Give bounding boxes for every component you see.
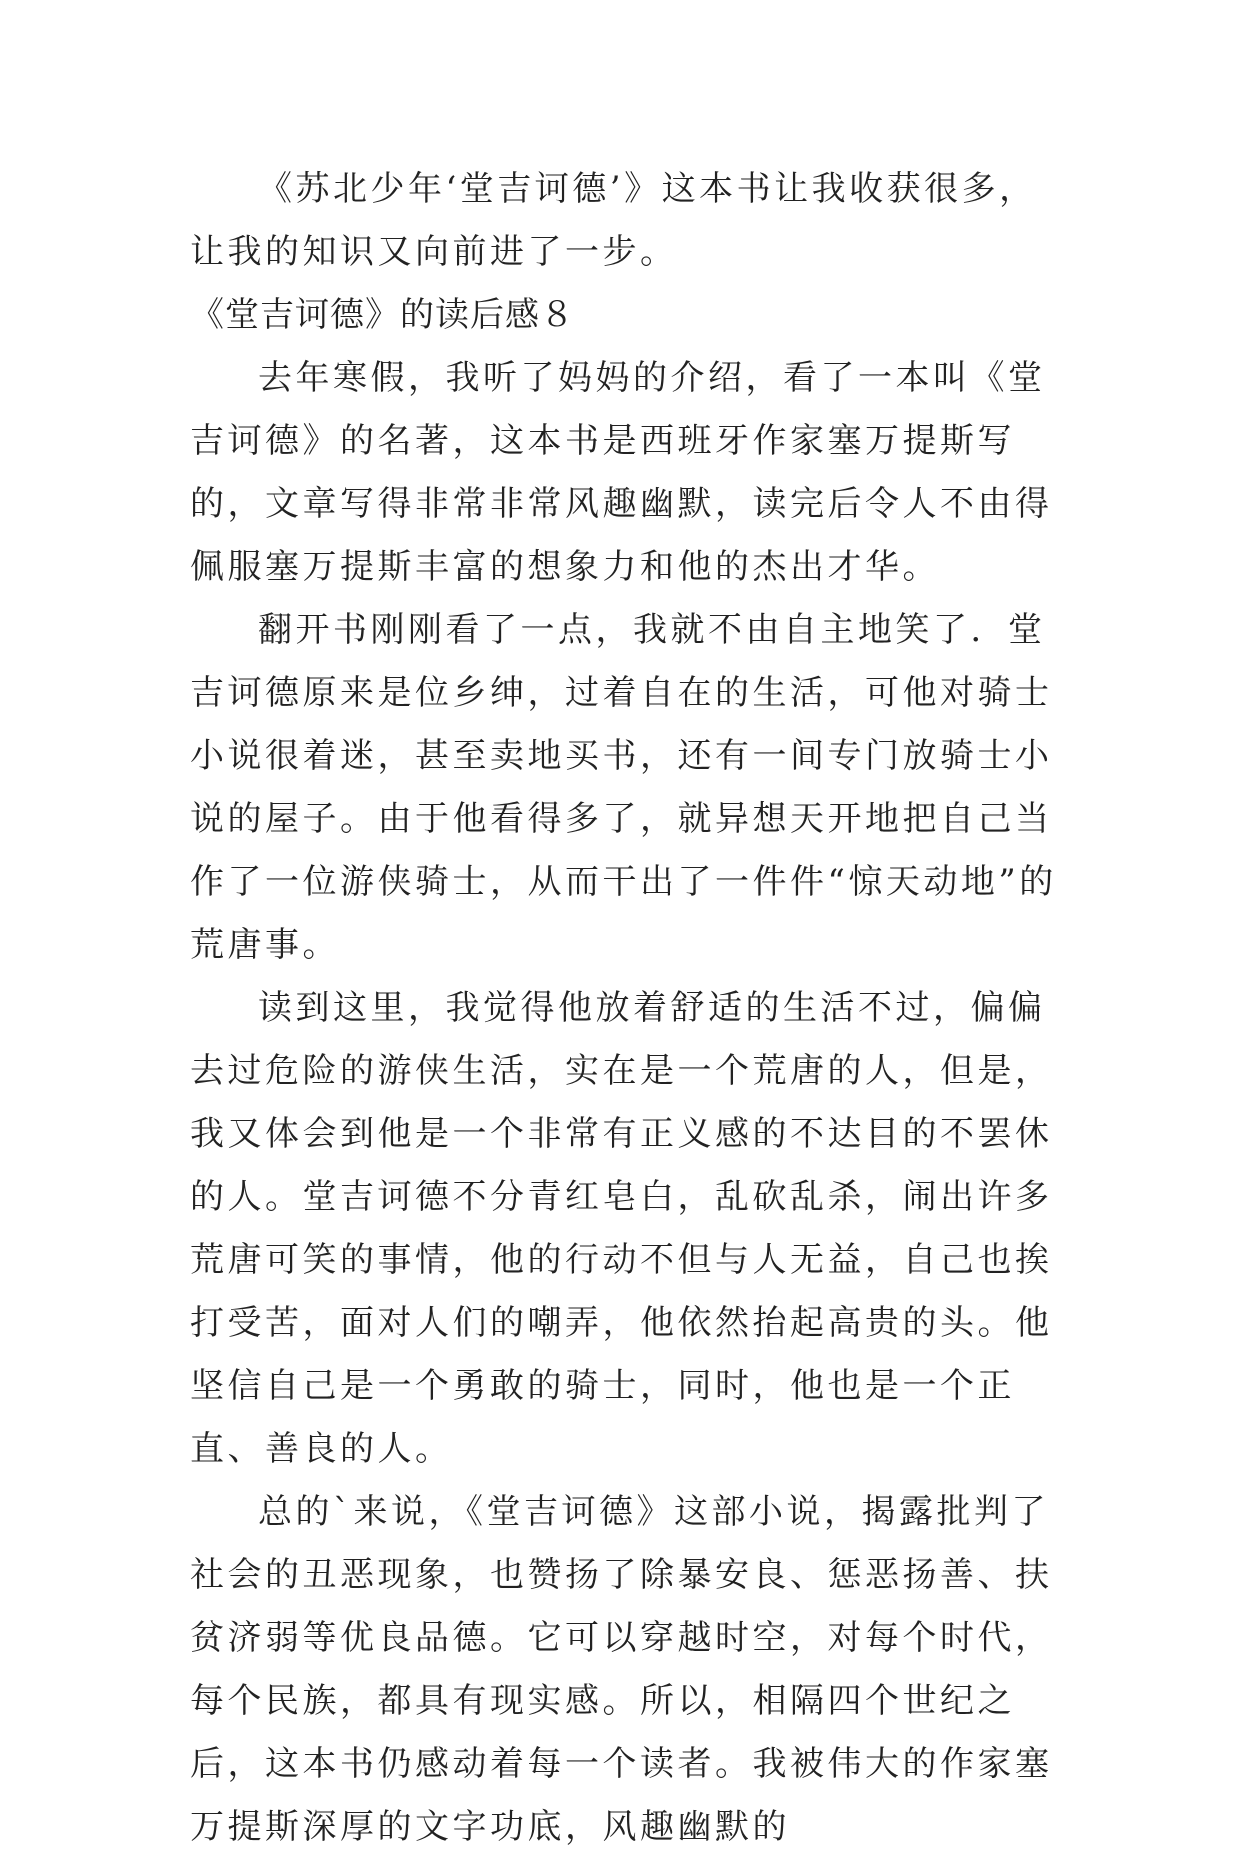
- paragraph-3: 读到这里，我觉得他放着舒适的生活不过，偏偏去过危险的游侠生活，实在是一个荒唐的人，但是，我又体会到他是一个非常有正义感的不达目的不罢休的人。堂吉诃德不分青红皂白，乱砍乱杀，闹出许多荒唐可笑的事情，他的行动不但与人无益，自己也挨打受苦，面对人们的嘲弄，他依然抬起高贵的头。他坚信自己是一个勇敢的骑士，同时，他也是一个正直、善良的人。: [190, 988, 1053, 1469]
- paragraph-intro: 《苏北少年‘堂吉诃德’》这本书让我收获很多，让我的知识又向前进了一步。: [190, 169, 1037, 272]
- paragraph-2: 翻开书刚刚看了一点，我就不由自主地笑了．堂吉诃德原来是位乡绅，过着自在的生活，可他对骑士小说很着迷，甚至卖地买书，还有一间专门放骑士小说的屋子。由于他看得多了，就异想天开地把自己当作了一位游侠骑士，从而干出了一件件“惊天动地”的荒唐事。: [190, 610, 1057, 965]
- section-heading: 《堂吉诃德》的读后感８: [190, 295, 575, 335]
- paragraph-1: 去年寒假，我听了妈妈的介绍，看了一本叫《堂吉诃德》的名著，这本书是西班牙作家塞万提斯写的，文章写得非常非常风趣幽默，读完后令人不由得佩服塞万提斯丰富的想象力和他的杰出才华。: [190, 358, 1053, 587]
- document-body: [190, 158, 1070, 1859]
- paragraph-4: 总的`来说，《堂吉诃德》这部小说，揭露批判了社会的丑恶现象，也赞扬了除暴安良、惩恶扬善、扶贫济弱等优良品德。它可以穿越时空，对每个时代，每个民族，都具有现实感。所以，相隔四个世纪之后，这本书仍感动着每一个读者。我被伟大的作家塞万提斯深厚的文字功底，风趣幽默的: [190, 1492, 1053, 1847]
